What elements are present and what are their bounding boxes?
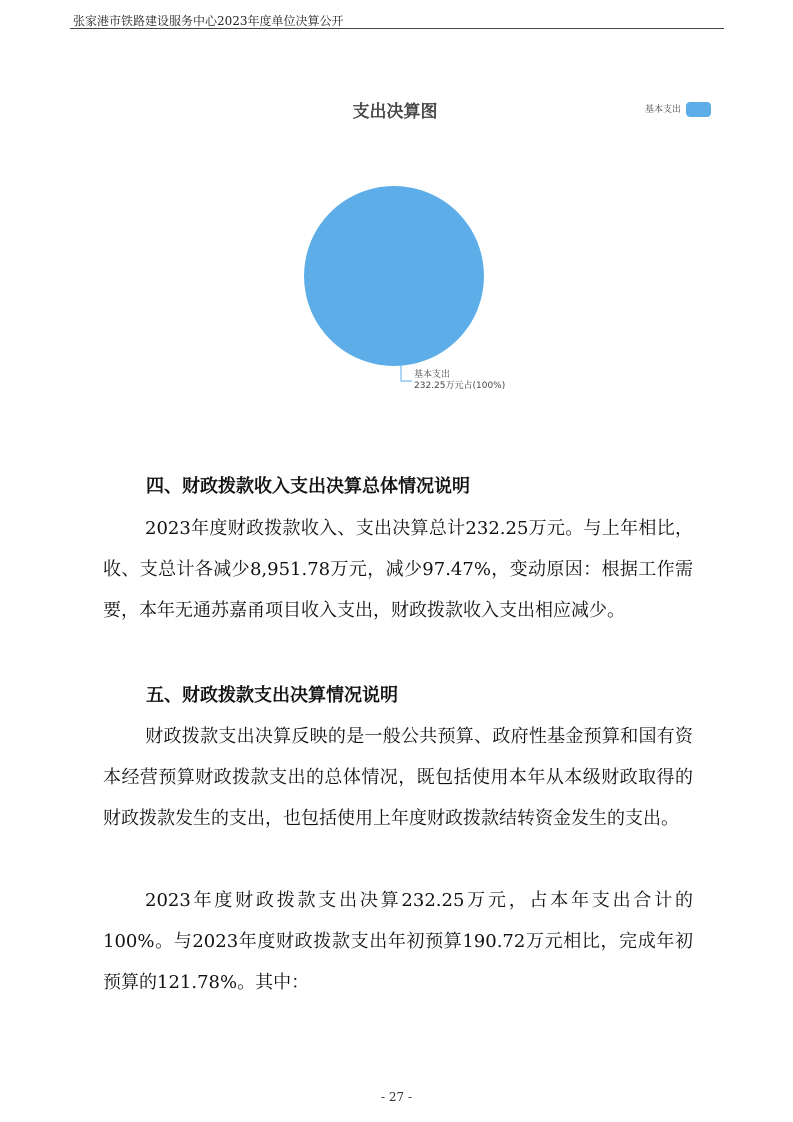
page-header: 张家港市铁路建设服务中心2023年度单位决算公开 — [73, 14, 344, 28]
section-5-text-2: 2023年度财政拨款支出决算232.25万元，占本年支出合计的100%。与2023年度财政拨款支出年初预算190.72万元相比，完成年初预算的121.78%。其中： — [103, 890, 693, 993]
section-5-heading: 五、财政拨款支出决算情况说明 — [146, 685, 398, 706]
section-4-heading: 四、财政拨款收入支出决算总体情况说明 — [146, 476, 470, 497]
pie-group — [304, 186, 484, 366]
legend-swatch — [686, 102, 711, 117]
section-5-text-1: 财政拨款支出决算反映的是一般公共预算、政府性基金预算和国有资本经营预算财政拨款支出的总体情况，既包括使用本年从本级财政取得的财政拨款发生的支出，也包括使用上年度财政拨款结转资金发生的支出。 — [103, 726, 693, 829]
section-5-paragraph-1 — [103, 716, 693, 839]
slice-label-value: 232.25万元占(100%) — [414, 381, 506, 391]
section-4-paragraph — [103, 508, 693, 631]
section-5-paragraph-2 — [103, 880, 693, 1003]
pie-slice-0 — [304, 186, 484, 366]
slice-label-name: 基本支出 — [414, 370, 451, 380]
page-number: - 27 - — [380, 1090, 412, 1104]
chart-title: 支出决算图 — [352, 102, 438, 122]
section-4-text: 2023年度财政拨款收入、支出决算总计232.25万元。与上年相比，收、支总计各减少8,951.78万元，减少97.47%，变动原因：根据工作需要，本年无通苏嘉甬项目收入支出，财政拨款收入支出相应减少。 — [103, 518, 693, 621]
legend-label: 基本支出 — [644, 105, 681, 115]
expenditure-pie-chart — [0, 0, 793, 420]
chart-svg — [0, 0, 793, 420]
